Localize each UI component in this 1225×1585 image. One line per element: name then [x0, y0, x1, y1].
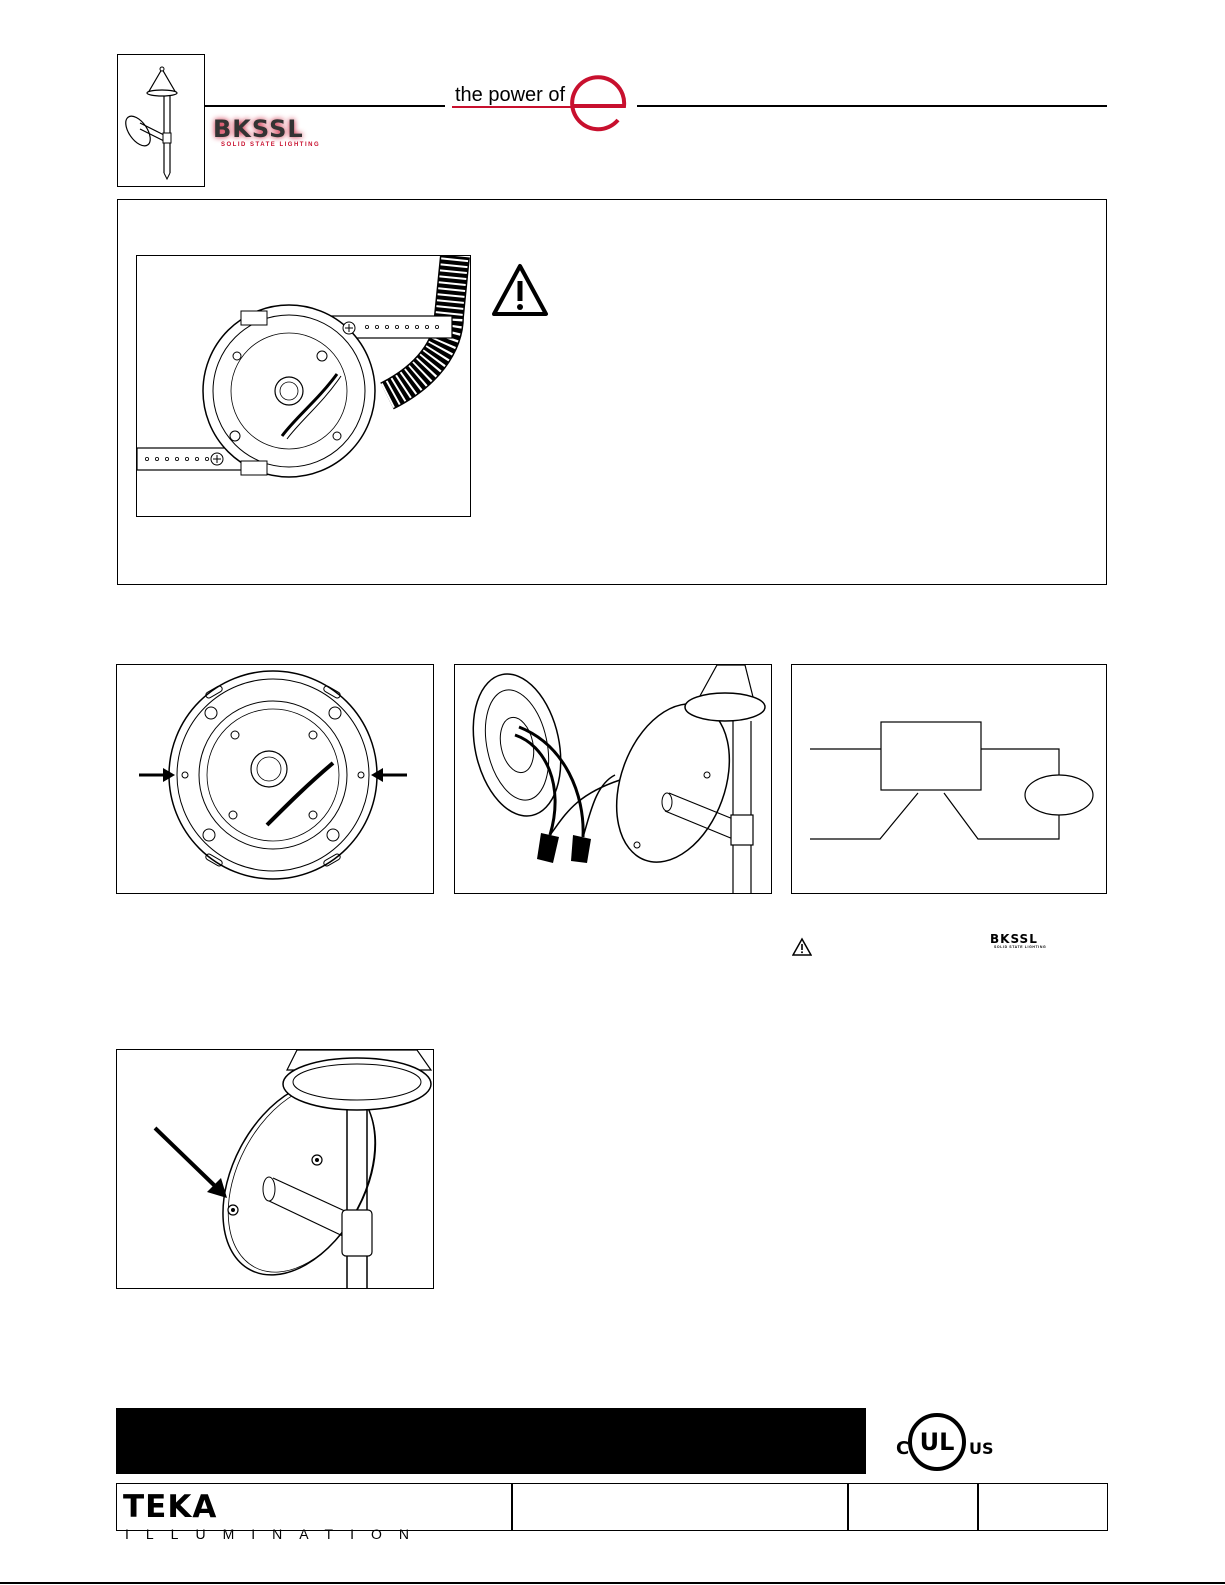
ul-mark-text: UL — [919, 1428, 955, 1456]
header-rule-right — [637, 105, 1107, 107]
note-warning-icon — [792, 937, 812, 957]
wiring-connection-illustration — [454, 664, 772, 894]
note-brand-logo-text: BKSSL — [990, 932, 1038, 946]
product-thumbnail — [117, 54, 205, 187]
brand-logo — [213, 116, 343, 150]
footer-title-block — [116, 1483, 1108, 1542]
illumination-wordmark: ILLUMINATION — [125, 1526, 426, 1542]
set-screw-illustration — [116, 1049, 434, 1289]
page-bottom-rule — [0, 1582, 1225, 1584]
footer-divider-2 — [847, 1484, 849, 1530]
teka-logo — [123, 1488, 507, 1542]
power-e-mark — [568, 74, 632, 134]
brand-logo-text: BKSSL — [213, 115, 304, 143]
ul-certification-mark — [893, 1412, 1003, 1472]
header-rule-left — [205, 105, 445, 107]
wiring-diagram — [791, 664, 1107, 894]
brand-logo-subtitle: SOLID STATE LIGHTING — [221, 142, 321, 148]
ul-mark-us: US — [969, 1439, 994, 1458]
mounting-plate-illustration — [116, 664, 434, 894]
pointer-arrow-icon — [155, 1128, 227, 1198]
footer-divider-1 — [511, 1484, 513, 1530]
ul-mark-c: C — [896, 1438, 910, 1459]
footer-black-band — [116, 1408, 866, 1474]
junction-box-illustration — [136, 255, 471, 517]
tagline-underline — [452, 106, 572, 108]
note-brand-logo-subtitle: SOLID STATE LIGHTING — [994, 945, 1047, 949]
note-brand-logo — [990, 933, 1060, 953]
wall-fixture-thumbnail-icon — [118, 55, 204, 186]
warning-triangle-icon — [491, 262, 549, 318]
tagline: the power of — [455, 84, 566, 106]
footer-divider-3 — [977, 1484, 979, 1530]
teka-wordmark: TEKA — [123, 1489, 218, 1525]
